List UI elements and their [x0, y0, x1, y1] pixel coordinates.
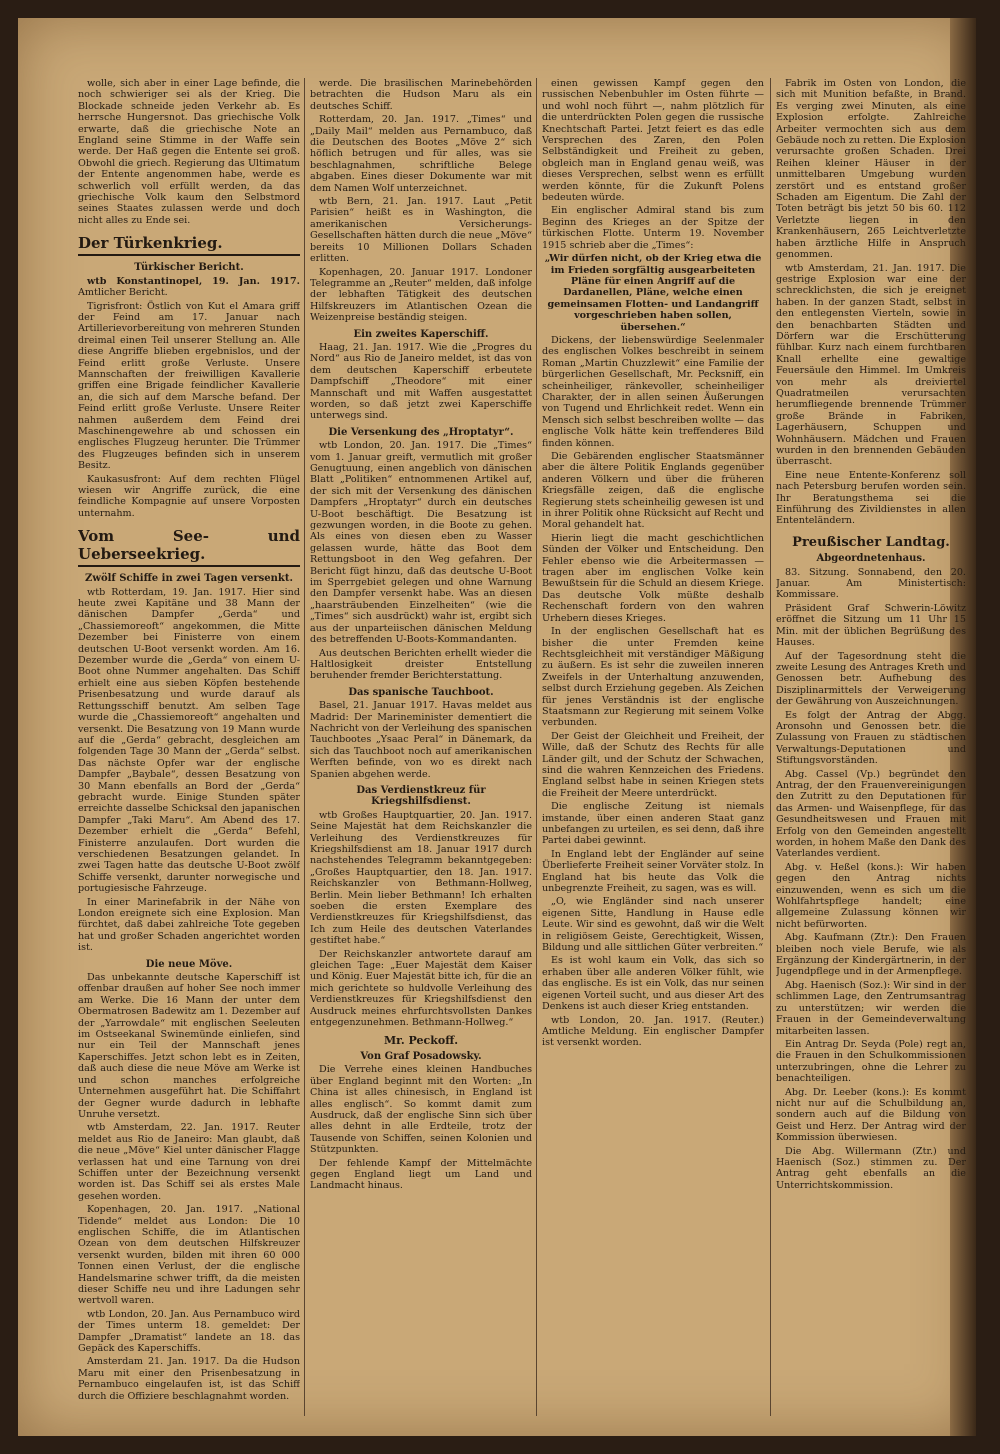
article-text: wtb Amsterdam, 21. Jan. 1917. Die gestrige Explosion war eine der schrecklichsten, die sich je ereignet haben. In der ganzen Stadt, selbst in den entlegensten Vierteln, sowie in den benachbarten Städten und Dörfern war die Erschütterung fühlbar. Kurz nach einem furchtbaren Knall erhellte eine gewaltige Feuersäule den Himmel. Im Umkreis von mehr als dreiviertel Quadratmeilen verursachten herumfliegende brennende Trümmer große Brände in Fabriken, Lagerhäusern, Schuppen und Wohnhäusern. Mädchen und Frauen wurden in den brennenden Gebäuden überrascht. [776, 262, 966, 468]
subheading: Die neue Möve. [145, 958, 233, 970]
article-text: Ein englischer Admiral stand bis zum Beginn des Krieges an der Spitze der türkischen Flotte. Unterm 19. November 1915 schrieb aber die „Times“: [542, 205, 764, 251]
article-text: Es folgt der Antrag der Abgg. Aronsohn und Genossen betr. die Zulassung von Frauen zu städtischen Verwaltungs-Deputationen und Stiftungsvorständen. [776, 709, 966, 767]
subheading: Zwölf Schiffe in zwei Tagen versenkt. [85, 573, 293, 585]
newspaper-page [18, 18, 976, 1436]
article-text: wolle, sich aber in einer Lage befinde, die noch schwieriger sei als der Krieg. Die Blockade schneide jeden Verkehr ab. Es herrsche Hungersnot. Das griechische Volk erwarte, daß die griechische Note an England seine Stimme in der Waffe sein werde. Der Haß gegen die Entente sei groß. Obwohl die griech. Regierung das Ultimatum der Entente angenommen habe, werde es schwerlich voll erfüllt werden, da das griechische Volk kaum den Selbstmord seines Staates zulassen werde und doch nicht alles zu Ende sei. [78, 78, 300, 226]
section-heading-seekrieg: Vom See- und Ueberseekrieg. [78, 527, 300, 567]
article-text: In der englischen Gesellschaft hat es bisher die unter Fremden keine Rechtsgleichheit mit verständiger Mäßigung zu äußern. Es ist sehr die zuweilen inneren Zweifels in der Unterhaltung anzuwenden, selbst durch Erziehung gegeben. Als Zeichen für jenes Verständnis ist der englische Staatsmann zur Regierung mit seinem Volke verbunden. [542, 626, 764, 729]
article-text: Die Abg. Willermann (Ztr.) und Haenisch (Soz.) stimmen zu. Der Antrag geht ebenfalls an die Unterrichtskommission. [776, 1145, 966, 1191]
article-text: wtb London, 20. Jan. 1917. (Reuter.) Amtliche Meldung. Ein englischer Dampfer ist versenkt worden. [542, 1014, 764, 1049]
article-text: Abg. Cassel (Vp.) begründet den Antrag, der den Frauenvereinigungen den Zutritt zu den Deputationen für das Armen- und Waisenpflege, für das Gesundheitswesen und Frauen mit Erfolg von den Gemeinden angestellt worden, in hohem Maße den Dank des Vaterlandes verdient. [776, 768, 966, 860]
article-title: Mr. Peckoff. [383, 1033, 459, 1047]
article-text: Abg. v. Heßel (kons.): Wir haben gegen den Antrag nichts einzuwenden, wenn es sich um die Wohlfahrtspflege handelt; eine allgemeine Zulassung können wir nicht befürworten. [776, 861, 966, 930]
article-text: Eine neue Entente-Konferenz soll nach Petersburg berufen worden sein. Ihr Beratungsthema sei die Einführung des Zivildienstes in allen Ententeländern. [776, 469, 966, 527]
quote-text: „O, wie Engländer sind nach unserer eigenen Sitte, Handlung in Hause edle Leute. Wir sind es gewohnt, daß wir die Welt in religiösem Geiste, Gerechtigkeit, Wissen, Bildung und alle sittlichen Güter verbreiten.“ [542, 896, 764, 954]
column-2 [310, 78, 532, 1416]
article-text: wtb London, 20. Jan. 1917. Die „Times“ vom 1. Januar greift, vermutlich mit großer Genugtuung, einen angeblich von dänischen Blatt „Politiken“ entnommenen Artikel auf, der sich mit der Versenkung des dänischen Dampfers „Hroptatyr“ durch ein deutsches U-Boot beschäftigt. Die Besatzung ist gezwungen worden, in die Boote zu gehen. Als eines von diesen eben zu Wasser gelassen wurde, hätte das Boot dem Rettungsboot in den Weg gefahren. Der Bericht fügt hinzu, daß das deutsche U-Boot im Sperrgebiet gelegen und ohne Warnung den Dampfer versenkt habe. Was an diesen „haarsträubenden Einzelheiten“ (wie die „Times“ sich ausdrückt) wahr ist, ergibt sich aus der unparteiischen dänischen Meldung des betreffenden U-Boots-Kommandanten. [310, 440, 532, 646]
subheading: Das Verdienstkreuz für Kriegshilfsdienst. [356, 784, 486, 808]
article-text: wtb London, 20. Jan. Aus Pernambuco wird der Times unterm 18. gemeldet: Der Dampfer „Dramatist“ landete an 18. das Gepäck des Kaperschiffs. [78, 1308, 300, 1355]
article-text: Haag, 21. Jan. 1917. Wie die „Progres du Nord“ aus Rio de Janeiro meldet, ist das von dem deutschen Kaperschiff erbeutete Dampfschiff „Theodore“ mit einer Mannschaft und mit Waffen ausgestattet worden, so daß jetzt zwei Kaperschiffe unterwegs sind. [310, 341, 532, 422]
article-text: Kopenhagen, 20. Januar 1917. Londoner Telegramme an „Reuter“ melden, daß infolge der lebhaften Tätigkeit des deutschen Hilfskreuzers im Atlantischen Ozean die Weizenpreise beständig steigen. [310, 266, 532, 324]
article-text: werde. Die brasilischen Marinebehörden betrachten die Hudson Maru als ein deutsches Schiff. [310, 78, 532, 112]
article-text: Ein Antrag Dr. Seyda (Pole) regt an, die Frauen in den Schulkommissionen unterzubringen, ohne die Lehrer zu benachteiligen. [776, 1038, 966, 1085]
article-text: Der fehlende Kampf der Mittelmächte gegen England liegt um Land und Landmacht hinaus. [310, 1157, 532, 1192]
article-byline: Von Graf Posadowsky. [360, 1050, 482, 1062]
section-heading-tuerkenkrieg: Der Türkenkrieg. [78, 234, 300, 256]
article-text: wtb Bern, 21. Jan. 1917. Laut „Petit Parisien“ heißt es in Washington, die amerikanischen Versicherungs-Gesellschaften hätten durch die neue „Möve“ bereits 10 Millionen Dollars Schaden erlitten. [310, 196, 532, 265]
article-text: Es ist wohl kaum ein Volk, das sich so erhaben über alle anderen Völker fühlt, wie das englische. Es ist ein Volk, das nur seinen eigenen Vorteil sucht, und aus dieser Art des Denkens ist auch dieser Krieg entstanden. [542, 955, 764, 1013]
article-text: wtb Rotterdam, 19. Jan. 1917. Hier sind heute zwei Kapitäne und 38 Mann der dänischen Dampfer „Gerda“ und „Chassiemoreoft“ angekommen, die Mitte Dezember bei Finisterre von einem deutschen U-Boot versenkt worden. Am 16. Dezember wurde die „Gerda“ von einem U-Boot ohne Nummer angehalten. Das Schiff erhielt eine aus sieben Köpfen bestehende Prisenbesatzung und wurde darauf als Rettungsschiff benutzt. Am selben Tage wurde die „Chassiemoreoft“ angehalten und versenkt. Die Besatzung von 19 Mann wurde auf die „Gerda“ gebracht, desgleichen am folgenden Tage 30 Mann der „Gerda“ selbst. Das nächste Opfer war der englische Dampfer „Baybale“, dessen Besatzung von 30 Mann ebenfalls an Bord der „Gerda“ gebracht wurde. Einige Stunden später erreichte dasselbe Schicksal den japanischen Dampfer „Taki Maru“. Am Abend des 17. Dezember erhielt die „Gerda“ Befehl, Finisterre anzulaufen. Dort wurden die verschiedenen Besatzungen gelandet. In zwei Tagen hatte das deutsche U-Boot zwölf Schiffe versenkt, darunter norwegische und portugiesische Fahrzeuge. [78, 586, 300, 895]
article-text: Der Geist der Gleichheit und Freiheit, der Wille, daß der Schutz des Rechts für alle Länder gilt, und der Schutz der Schwachen, sind die wahren Kennzeichen des Friedens. England selbst habe in seinen Kriegen stets die Freiheit der Meere unterdrückt. [542, 730, 764, 799]
article-text: Das unbekannte deutsche Kaperschiff ist offenbar draußen auf hoher See noch immer am Werke. Die 16 Mann der unter dem Obermatrosen Badewitz am 1. Dezember auf der „Yarrowdale“ mit englischen Seeleuten im Ostseekanal Swinemünde einliefen, sind nur ein Teil der Mannschaft jenes Kaperschiffes. Jetzt schon lebt es in Zeiten, daß auch diese die neue Möve am Werke ist und schon manches erfolgreiche Unternehmen ausgeführt hat. Die Schiffahrt der Gegner wurde dadurch in lebhafte Unruhe versetzt. [78, 972, 300, 1120]
article-text: Tigrisfront: Östlich von Kut el Amara griff der Feind am 17. Januar nach Artillerievorbereitung von mehreren Stunden dreimal einen Teil unserer Stellung an. Alle diese Angriffe blieben ergebnislos, und der Feind erlitt große Verluste. Unsere Mannschaften der freiwilligen Kavallerie griffen eine Brigade feindlicher Kavallerie an, die sich auf dem Marsche befand. Der Feind erlitt große Verluste. Unsere Reiter nahmen außerdem dem Feind drei Maschinengewehre ab und schossen ein englisches Flugzeug herunter. Die Trümmer des Flugzeuges befinden sich in unserem Besitz. [78, 300, 300, 472]
subheading: Türkischer Bericht. [134, 262, 244, 274]
column-rule [304, 78, 305, 1416]
article-text: Fabrik im Osten von London, die sich mit Munition befaßte, in Brand. Es verging zwei Minuten, als eine Explosion erfolgte. Zahlreiche Arbeiter vermochten sich aus dem Gebäude noch zu retten. Die Explosion verursachte großen Schaden. Drei Reihen kleiner Häuser in der unmittelbaren Umgebung wurden zerstört und es entstand großer Schaden am Eigentum. Die Zahl der Toten beträgt bis jetzt 50 bis 60. 112 Verletzte liegen in den Krankenhäusern, 265 Leichtverletzte haben ärztliche Hilfe in Anspruch genommen. [776, 78, 966, 261]
column-3 [542, 78, 764, 1416]
column-1 [78, 78, 300, 1416]
article-text: Amsterdam 21. Jan. 1917. Da die Hudson Maru mit einer den Prisenbesatzung in Pernambuco eingelaufen ist, ist das Schiff durch die Offiziere beschlagnahmt worden. [78, 1356, 300, 1402]
article-text: wtb Großes Hauptquartier, 20. Jan. 1917. Seine Majestät hat dem Reichskanzler die Verleihung des Verdienstkreuzes für Kriegshilfsdienst am 18. Januar 1917 durch nachstehendes Telegramm bekanntgegeben: „Großes Hauptquartier, den 18. Jan. 1917. Reichskanzler von Bethmann-Hollweg, Berlin. Mein lieber Bethmann! Ich erhalten soeben die ersten Exemplare des Verdienstkreuzes für Kriegshilfsdienst, das Ich zum Heile des deutschen Vaterlandes gestiftet habe.“ [310, 809, 532, 947]
article-text: Die Gebärenden englischer Staatsmänner aber die ältere Politik Englands gegenüber anderen Völkern und über die früheren Kriegsfälle zeigen, daß die englische Regierung stets scheinheilig gewesen ist und in ihrer Politik ohne Rücksicht auf Recht und Moral gehandelt hat. [542, 451, 764, 531]
article-text: Aus deutschen Berichten erhellt wieder die Haltlosigkeit dreister Entstellung beruhender fremder Berichterstattung. [310, 647, 532, 682]
column-rule [770, 78, 771, 1416]
column-rule [536, 78, 537, 1416]
subheading: Ein zweites Kaperschiff. [353, 328, 489, 340]
subheading: Das spanische Tauchboot. [348, 686, 494, 698]
subheading: Abgeordnetenhaus. [816, 553, 926, 565]
article-text: In einer Marinefabrik in der Nähe von London ereignete sich eine Explosion. Man fürchtet, daß dabei zahlreiche Tote gegeben hat und großer Schaden angerichtet worden ist. [78, 896, 300, 954]
section-heading-landtag: Preußischer Landtag. [792, 534, 950, 550]
article-text: Basel, 21. Januar 1917. Havas meldet aus Madrid: Der Marineminister dementiert die Nachricht von der Verleihung des spanischen Tauchbootes „Ysaac Peral“ in Dänemark, da sich das Tauchboot noch auf amerikanischen Werften befinde, von wo es direkt nach Spanien abgehen werde. [310, 700, 532, 780]
column-4 [776, 78, 966, 1416]
article-text: Abg. Haenisch (Soz.): Wir sind in der schlimmen Lage, den Zentrumsantrag zu unterstützen; wir werden die Frauen in der Gemeindeverwaltung mitarbeiten lassen. [776, 979, 966, 1037]
article-text: Dickens, der liebenswürdige Seelenmaler des englischen Volkes beschreibt in seinem Roman „Martin Chuzzlewit“ eine Familie der bürgerlichen Gesellschaft, Mr. Pecksniff, ein scheinheiliger, ränkevoller, scheinheiliger Charakter, der in allen seinen Äußerungen von Tugend und Ehrlichkeit redet. Wenn ein Mensch sich selbst beschreiben wollte — das englische Volk hätte kein treffenderes Bild finden können. [542, 334, 764, 449]
article-text: 83. Sitzung. Sonnabend, den 20. Januar. Am Ministertisch: Kommissare. [776, 566, 966, 601]
article-text: Der Reichskanzler antwortete darauf am gleichen Tage: „Euer Majestät dem Kaiser und König. Euer Majestät bitte ich, für die an mich gerichtete so huldvolle Verleihung des Verdienstkreuzes für Kriegshilfsdienst den Ausdruck meines ehrfurchtsvollsten Dankes entgegenzunehmen. Bethmann-Hollweg.“ [310, 948, 532, 1029]
article-text: Kaukasusfront: Auf dem rechten Flügel wiesen wir Angriffe zurück, die eine feindliche Kompagnie auf unsere Vorposten unternahm. [78, 473, 300, 519]
article-text: In England lebt der Engländer auf seine Überlieferte Freiheit seiner Vorväter stolz. In England hat bis heute das Volk die unbegrenzte Freiheit, zu sagen, was es will. [542, 848, 764, 895]
article-text: wtb Amsterdam, 22. Jan. 1917. Reuter meldet aus Rio de Janeiro: Man glaubt, daß die neue „Möve“ Kiel unter dänischer Flagge verlassen hat und eine Tarnung von drei Schiffen unter der Bezeichnung versenkt worden ist. Das Schiff sei als erstes Male gesehen worden. [78, 1122, 300, 1202]
article-text: wtb Konstantinopel, 19. Jan. 1917. Amtlicher Bericht. [78, 275, 300, 299]
article-text: Abg. Kaufmann (Ztr.): Den Frauen bleiben noch viele Berufe, wie als Ergänzung der Kindergärtnerin, in der Jugendpflege und in der Armenpflege. [776, 932, 966, 978]
article-text: Präsident Graf Schwerin-Löwitz eröffnet die Sitzung um 11 Uhr 15 Min. mit der üblichen Begrüßung des Hauses. [776, 602, 966, 649]
article-text: einen gewissen Kampf gegen den russischen Nebenbuhler im Osten führte — und wohl noch führt —, nahm plötzlich für die unterdrückten Polen gegen die russische Knechtschaft Partei. Jetzt feiert es das edle Versprechen des Zaren, den Polen Selbständigkeit und Freiheit zu geben, obgleich man in England genau weiß, was dieses Versprechen, selbst wenn es erfüllt werden könnte, für die Zukunft Polens bedeuten würde. [542, 78, 764, 204]
article-text: Hierin liegt die macht geschichtlichen Sünden der Völker und Entscheidung. Den Fehler ebenso wie die Arbeitermassen — tragen aber im englischen Volke kein Bewußtsein für die Schuld an diesem Kriege. Das deutsche Volk müßte deshalb Rechenschaft fordern von den wahren Urhebern dieses Krieges. [542, 532, 764, 624]
article-text: Die Verrehe eines kleinen Handbuches über England beginnt mit den Worten: „In China ist alles chinesisch, in England ist alles englisch“. So kommt damit zum Ausdruck, daß der englische Sinn sich über alles dehnt in alle Erdteile, trotz der Tausende von Schiffen, seinen Kolonien und Stützpunkten. [310, 1064, 532, 1156]
article-text: Abg. Dr. Leeber (kons.): Es kommt nicht nur auf die Schulbildung an, sondern auch auf die Bildung von Geist und Herz. Der Antrag wird der Kommission überwiesen. [776, 1086, 966, 1144]
subheading: Die Versenkung des „Hroptatyr“. [328, 426, 514, 438]
article-text: Kopenhagen, 20. Jan. 1917. „National Tidende“ meldet aus London: Die 10 englischen Schiffe, die im Atlantischen Ozean von dem deutschen Hilfskreuzer versenkt wurden, bilden mit ihren 60 000 Tonnen einen Verlust, der die englische Handelsmarine schwer trifft, da die meisten dieser Schiffe neu und ihre Ladungen sehr wertvoll waren. [78, 1204, 300, 1307]
article-text: Auf der Tagesordnung steht die zweite Lesung des Antrages Kreth und Genossen betr. Aufhebung des Disziplinarmittels der Verweigerung der Gewährung von Auszeichnungen. [776, 650, 966, 708]
article-text: Die englische Zeitung ist niemals imstande, über einen anderen Staat ganz unbefangen zu urteilen, es sei denn, daß ihre Partei dabei gewinnt. [542, 801, 764, 847]
quote-text: „Wir dürfen nicht, ob der Krieg etwa die im Frieden sorgfältig ausgearbeiteten Pläne für einen Angriff auf die Dardanellen, Pläne, welche einen gemeinsamen Flotten- und Landangriff vorgeschrieben haben sollen, übersehen.“ [544, 253, 762, 333]
article-text: Rotterdam, 20. Jan. 1917. „Times“ und „Daily Mail“ melden aus Pernambuco, daß die Deutschen des Bootes „Möve 2“ sich höflich betrugen und für alles, was sie beschlagnahmen, schriftliche Belege abgaben. Eines dieser Dokumente war mit dem Namen Wolf unterzeichnet. [310, 114, 532, 194]
